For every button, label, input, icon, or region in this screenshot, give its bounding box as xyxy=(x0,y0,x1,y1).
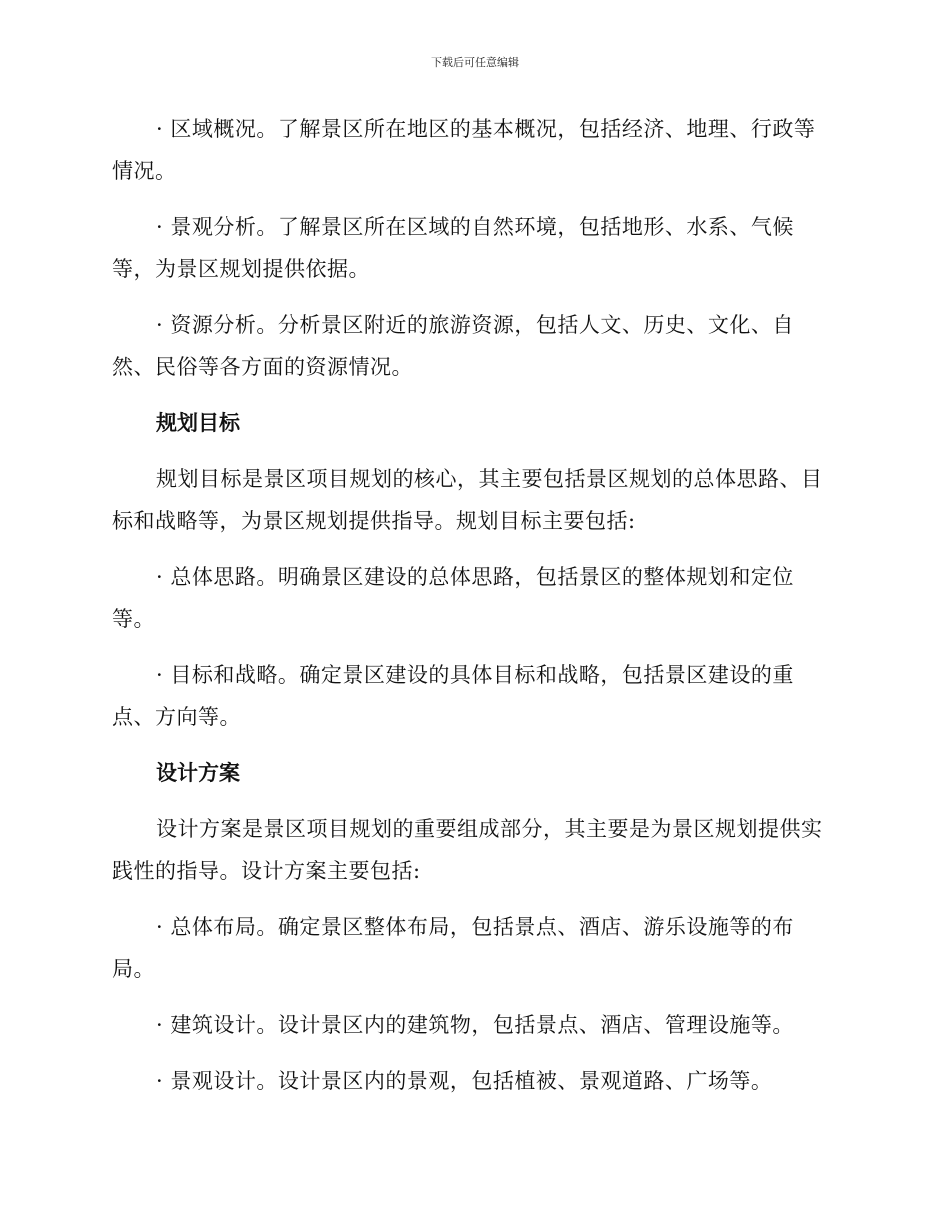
page-header: 下载后可任意编辑 xyxy=(431,56,519,69)
bullet-architecture-design: · 建筑设计。设计景区内的建筑物，包括景点、酒店、管理设施等。 xyxy=(156,1013,794,1037)
bullet-region-overview: · 区域概况。了解景区所在地区的基本概况，包括经济、地理、行政等情况。 xyxy=(112,117,816,183)
bullet-overall-layout: · 总体布局。确定景区整体布局，包括景点、酒店、游乐设施等的布局。 xyxy=(112,915,794,981)
bullet-landscape-design: · 景观设计。设计景区内的景观，包括植被、景观道路、广场等。 xyxy=(156,1069,773,1093)
section-heading-planning-goals: 规划目标 xyxy=(156,411,240,435)
section-heading-design-plan: 设计方案 xyxy=(156,761,240,785)
document-body xyxy=(112,108,832,1116)
bullet-resource-analysis: · 资源分析。分析景区附近的旅游资源，包括人文、历史、文化、自然、民俗等各方面的资源情况。 xyxy=(112,313,794,379)
bullet-landscape-analysis: · 景观分析。了解景区所在区域的自然环境，包括地形、水系、气候等，为景区规划提供依据。 xyxy=(112,215,794,281)
paragraph-design-plan-intro: 设计方案是景区项目规划的重要组成部分，其主要是为景区规划提供实践性的指导。设计方案主要包括: xyxy=(112,817,823,883)
bullet-goals-strategy: · 目标和战略。确定景区建设的具体目标和战略，包括景区建设的重点、方向等。 xyxy=(112,663,794,729)
paragraph-planning-goals-intro: 规划目标是景区项目规划的核心，其主要包括景区规划的总体思路、目标和战略等，为景区规划提供指导。规划目标主要包括: xyxy=(112,467,823,533)
bullet-overall-approach: · 总体思路。明确景区建设的总体思路，包括景区的整体规划和定位等。 xyxy=(112,565,794,631)
